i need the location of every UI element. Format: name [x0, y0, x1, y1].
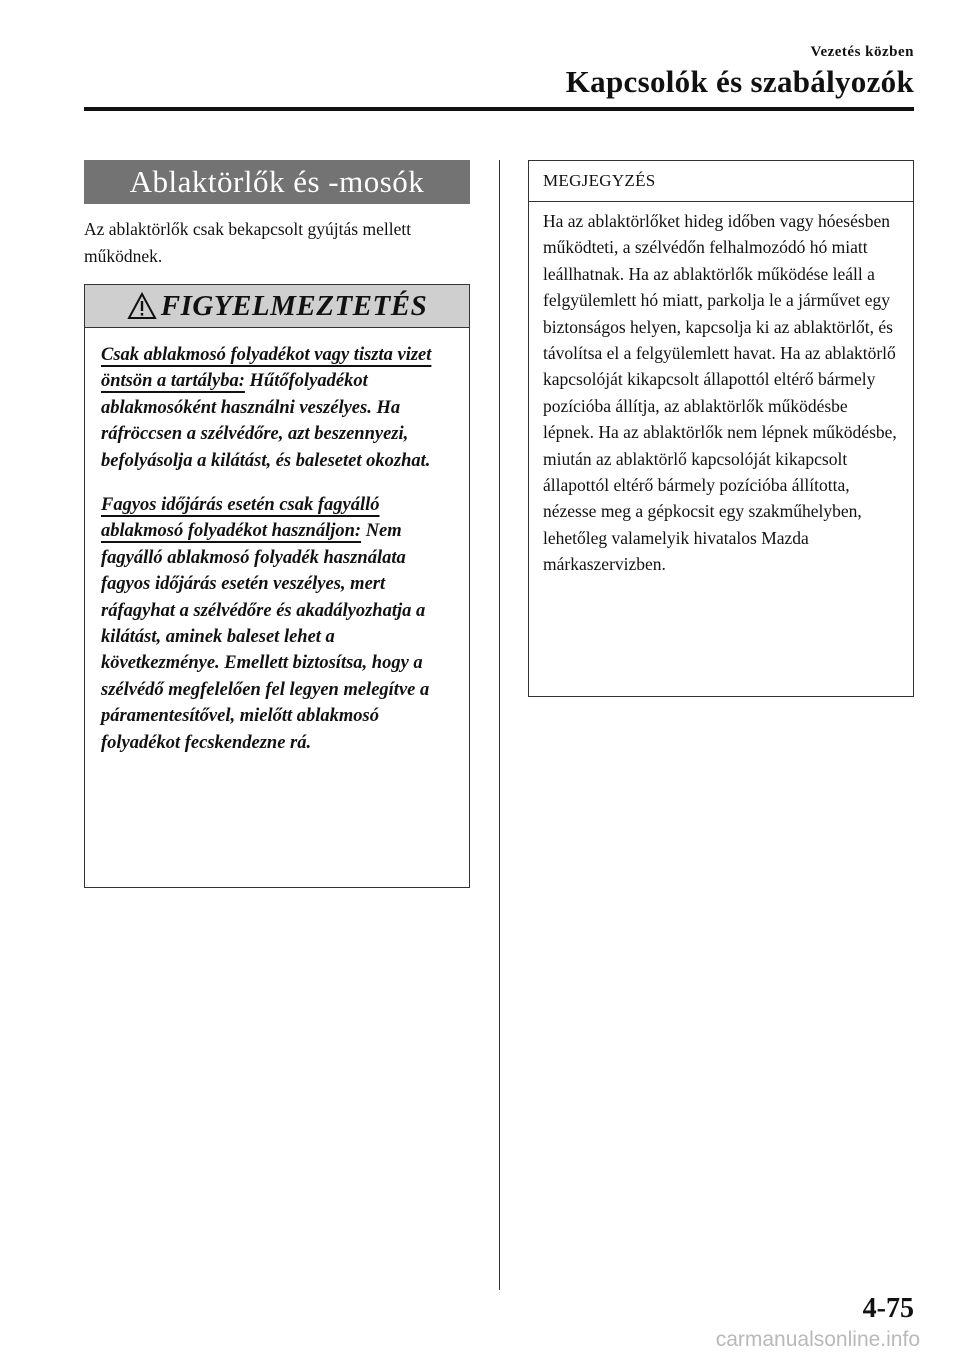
- note-title: MEGJEGYZÉS: [529, 161, 913, 202]
- warning-paragraph-body: Hűtőfolyadékot ablakmosóként használni veszélyes. Ha ráfröccsen a szélvédőre, azt beszennyezi, befolyásolja a kilátást, és balesetet okozhat.: [101, 371, 431, 471]
- warning-paragraph-lead: Csak ablakmosó folyadékot vagy tiszta vizet öntsön a tartályba:: [101, 345, 432, 392]
- warning-box: [84, 284, 470, 888]
- note-box: [528, 160, 914, 697]
- header-subtitle: Vezetés közben: [810, 44, 914, 60]
- warning-paragraph: [101, 342, 451, 474]
- column-divider: [499, 160, 500, 1290]
- page-number: 4-75: [862, 1293, 914, 1324]
- warning-header: [85, 285, 469, 328]
- note-body: Ha az ablaktörlőket hideg időben vagy hóesésben működteti, a szélvédőn felhalmozódó hó miatt leállhatnak. Ha az ablaktörlők működése leáll a felgyülemlett hó miatt, parkolja le a járművet egy biztonságos helyen, kapcsolja ki az ablaktörlőt, és távolítsa el a felgyülemlett havat. Ha az ablaktörlő kapcsolóját kikapcsolt állapottól eltérő bármely pozícióba állítja, az ablaktörlők működésbe lépnek. Ha az ablaktörlők nem lépnek működésbe, miután az ablaktörlő kapcsolóját kikapcsolt állapottól eltérő bármely pozícióba állította, nézesse meg a gépkocsit egy szakműhelyben, lehetőleg valamelyik hivatalos Mazda márkaszervizben.: [543, 211, 897, 575]
- warning-paragraph-body: Nem fagyálló ablakmosó folyadék használata fagyos időjárás esetén veszélyes, mert ráfagyhat a szélvédőre és akadályozhatja a kilátást, aminek baleset lehet a következménye. Emellett biztosítsa, hogy a szélvédő megfelelően fel legyen melegítve a páramentesítővel, mielőtt ablakmosó folyadékot fecskendezne rá.: [101, 521, 430, 753]
- section-title: Ablaktörlők és -mosók: [84, 160, 470, 204]
- watermark: carmanualsonline.info: [715, 1328, 920, 1351]
- header-title: Kapcsolók és szabályozók: [565, 64, 914, 99]
- warning-title: FIGYELMEZTETÉS: [160, 289, 428, 322]
- warning-paragraph-lead: Fagyos időjárás esetén csak fagyálló ablakmosó folyadékot használjon:: [101, 495, 380, 542]
- section-intro: Az ablaktörlők csak bekapcsolt gyújtás mellett működnek.: [84, 219, 412, 266]
- warning-triangle-icon: [127, 292, 157, 320]
- header-rule: [84, 107, 914, 111]
- warning-body: [85, 328, 469, 756]
- warning-paragraph: [101, 492, 451, 756]
